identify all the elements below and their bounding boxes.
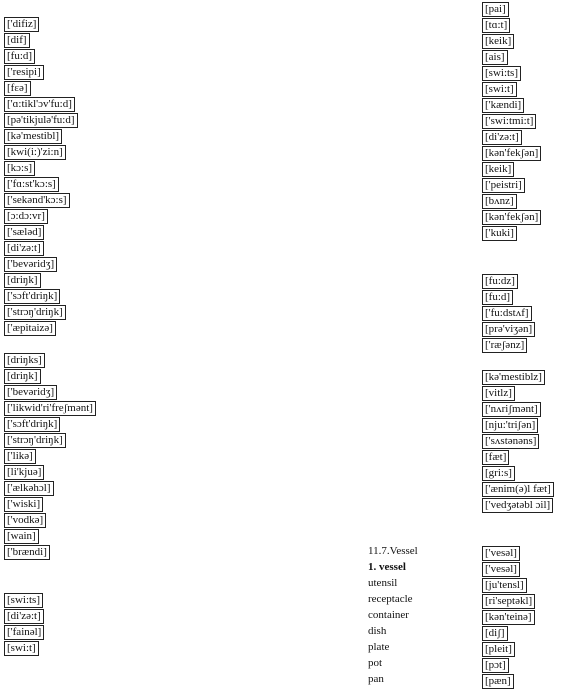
transcription-row xyxy=(482,225,554,241)
transcription-text: ['likə] xyxy=(4,449,36,464)
transcription-text: ['sʌstənəns] xyxy=(482,434,539,449)
transcription-text: [driŋk] xyxy=(4,369,41,384)
transcription-text: [keik] xyxy=(482,162,514,177)
transcription-text: ['vesəl] xyxy=(482,562,520,577)
transcription-row xyxy=(4,624,96,640)
transcription-row xyxy=(482,305,554,321)
transcription-text: ['strɔŋ'driŋk] xyxy=(4,305,66,320)
transcription-text: ['brændi] xyxy=(4,545,50,560)
transcription-row xyxy=(4,128,96,144)
vessel-term: utensil xyxy=(368,577,398,589)
transcription-text: ['vedʒətəbl ɔil] xyxy=(482,498,553,513)
transcription-row xyxy=(482,385,554,401)
transcription-row xyxy=(482,449,554,465)
transcription-text: [pə'tikjulə'fu:d] xyxy=(4,113,78,128)
transcription-row xyxy=(4,544,96,560)
transcription-text: [fu:dz] xyxy=(482,274,518,289)
transcription-row xyxy=(4,448,96,464)
transcription-text: ['sɔft'driŋk] xyxy=(4,417,60,432)
transcription-text: [swi:ts] xyxy=(4,593,43,608)
transcription-text: [di'zə:t] xyxy=(482,130,522,145)
transcription-text: [pleit] xyxy=(482,642,515,657)
section-heading: 11.7.Vessel xyxy=(368,545,418,557)
transcription-text: [fu:d] xyxy=(4,49,35,64)
transcription-row xyxy=(4,224,96,240)
transcription-row xyxy=(482,353,554,369)
transcription-row xyxy=(482,657,554,673)
transcription-text: [kə'mestiblz] xyxy=(482,370,545,385)
transcription-text: [fɛə] xyxy=(4,81,31,96)
transcription-text: [nju:'triʃən] xyxy=(482,418,538,433)
transcription-text: [kən'fekʃən] xyxy=(482,210,541,225)
transcription-text: ['bevəridʒ] xyxy=(4,385,57,400)
transcription-row xyxy=(482,561,554,577)
transcription-text: [li'kjuə] xyxy=(4,465,44,480)
transcription-row xyxy=(4,400,96,416)
transcription-row xyxy=(4,160,96,176)
transcription-row xyxy=(4,608,96,624)
transcription-text: [kwi(i:)'zi:n] xyxy=(4,145,66,160)
transcription-row xyxy=(482,417,554,433)
transcription-row xyxy=(4,640,96,656)
vessel-term: container xyxy=(368,609,409,621)
transcription-row xyxy=(4,480,96,496)
vessel-section xyxy=(368,543,418,685)
transcription-row xyxy=(482,177,554,193)
vessel-term: receptacle xyxy=(368,593,413,605)
vessel-term: dish xyxy=(368,625,387,637)
transcription-row xyxy=(482,433,554,449)
transcription-text: [fæt] xyxy=(482,450,509,465)
transcription-text: [fu:d] xyxy=(482,290,513,305)
transcription-text: [pæn] xyxy=(482,674,514,689)
transcription-text: [diʃ] xyxy=(482,626,508,641)
transcription-text: ['sɔft'driŋk] xyxy=(4,289,60,304)
transcription-text: ['kuki] xyxy=(482,226,517,241)
transcription-row xyxy=(482,273,554,289)
transcription-row xyxy=(482,257,554,273)
transcription-text: [keik] xyxy=(482,34,514,49)
transcription-row xyxy=(4,384,96,400)
transcription-text: ['nʌriʃmənt] xyxy=(482,402,541,417)
transcription-row xyxy=(482,545,554,561)
transcription-text: [swi:t] xyxy=(482,82,517,97)
transcription-row xyxy=(482,129,554,145)
transcription-text: ['peistri] xyxy=(482,178,525,193)
transcription-text: ['fainəl] xyxy=(4,625,44,640)
transcription-row xyxy=(482,481,554,497)
transcription-text: [kən'fekʃən] xyxy=(482,146,541,161)
transcription-row xyxy=(482,81,554,97)
transcription-row xyxy=(482,1,554,17)
transcription-row xyxy=(4,592,96,608)
transcription-text: ['resipi] xyxy=(4,65,44,80)
vessel-term: pot xyxy=(368,657,383,669)
transcription-row xyxy=(4,176,96,192)
transcription-text: [kə'mestibl] xyxy=(4,129,62,144)
transcription-row xyxy=(4,320,96,336)
transcription-text: [pɔt] xyxy=(482,658,509,673)
transcription-text: ['vesəl] xyxy=(482,546,520,561)
transcription-row xyxy=(482,97,554,113)
transcription-row xyxy=(482,17,554,33)
transcription-row xyxy=(482,497,554,513)
transcription-row xyxy=(4,272,96,288)
transcription-row xyxy=(4,512,96,528)
transcription-text: [dif] xyxy=(4,33,30,48)
left-transcription-column xyxy=(4,16,96,656)
transcription-row xyxy=(482,465,554,481)
transcription-row xyxy=(4,576,96,592)
transcription-row xyxy=(482,529,554,545)
transcription-text: [kɔ:s] xyxy=(4,161,35,176)
transcription-row xyxy=(4,240,96,256)
transcription-row xyxy=(4,80,96,96)
transcription-row xyxy=(482,513,554,529)
transcription-row xyxy=(4,560,96,576)
transcription-text: [driŋk] xyxy=(4,273,41,288)
transcription-row xyxy=(4,464,96,480)
transcription-row xyxy=(482,369,554,385)
transcription-text: [ri'septəkl] xyxy=(482,594,535,609)
transcription-row xyxy=(482,65,554,81)
transcription-row xyxy=(4,352,96,368)
transcription-text: ['bevəridʒ] xyxy=(4,257,57,272)
transcription-text: ['kændi] xyxy=(482,98,524,113)
transcription-row xyxy=(482,49,554,65)
transcription-row xyxy=(482,145,554,161)
transcription-text: [driŋks] xyxy=(4,353,45,368)
transcription-text: ['swi:tmi:t] xyxy=(482,114,536,129)
transcription-text: [ais] xyxy=(482,50,508,65)
transcription-row xyxy=(482,593,554,609)
transcription-text: [swi:t] xyxy=(4,641,39,656)
transcription-row xyxy=(482,401,554,417)
transcription-text: [kən'teinə] xyxy=(482,610,535,625)
transcription-text: ['wiski] xyxy=(4,497,43,512)
transcription-row xyxy=(4,304,96,320)
transcription-row xyxy=(482,673,554,689)
transcription-row xyxy=(4,256,96,272)
transcription-row xyxy=(4,528,96,544)
vessel-term: plate xyxy=(368,641,390,653)
transcription-text: ['sekənd'kɔ:s] xyxy=(4,193,70,208)
transcription-row xyxy=(482,113,554,129)
transcription-text: [prə'viʒən] xyxy=(482,322,535,337)
transcription-text: [gri:s] xyxy=(482,466,515,481)
transcription-text: [tɑ:t] xyxy=(482,18,510,33)
transcription-row xyxy=(482,193,554,209)
transcription-row xyxy=(482,625,554,641)
transcription-row xyxy=(4,16,96,32)
transcription-row xyxy=(4,192,96,208)
transcription-text: ['ræʃənz] xyxy=(482,338,527,353)
transcription-row xyxy=(4,368,96,384)
transcription-text: ['likwid'ri'freʃmənt] xyxy=(4,401,96,416)
transcription-text: ['strɔŋ'driŋk] xyxy=(4,433,66,448)
transcription-row xyxy=(482,161,554,177)
transcription-row xyxy=(482,641,554,657)
vessel-term-list xyxy=(368,559,418,685)
transcription-row xyxy=(4,96,96,112)
transcription-text: ['fɑ:st'kɔ:s] xyxy=(4,177,59,192)
transcription-text: [ɔ:dɔ:vr] xyxy=(4,209,48,224)
transcription-text: [di'zə:t] xyxy=(4,241,44,256)
transcription-row xyxy=(4,208,96,224)
right-transcription-column xyxy=(482,1,554,689)
vessel-term: pan xyxy=(368,673,384,685)
transcription-text: [vitlz] xyxy=(482,386,515,401)
transcription-row xyxy=(482,209,554,225)
transcription-text: ['fu:dstʌf] xyxy=(482,306,532,321)
transcription-row xyxy=(482,337,554,353)
transcription-row xyxy=(482,321,554,337)
transcription-text: [di'zə:t] xyxy=(4,609,44,624)
transcription-text: [pai] xyxy=(482,2,509,17)
transcription-row xyxy=(482,289,554,305)
transcription-text: ['vodkə] xyxy=(4,513,46,528)
transcription-text: ['æpitaizə] xyxy=(4,321,56,336)
transcription-row xyxy=(4,432,96,448)
transcription-text: ['ænim(ə)l fæt] xyxy=(482,482,554,497)
transcription-row xyxy=(482,577,554,593)
transcription-text: [bʌnz] xyxy=(482,194,517,209)
transcription-row xyxy=(4,496,96,512)
transcription-text: [ju'tensl] xyxy=(482,578,527,593)
transcription-row xyxy=(482,33,554,49)
transcription-row xyxy=(4,32,96,48)
transcription-row xyxy=(4,416,96,432)
transcription-row xyxy=(4,288,96,304)
transcription-row xyxy=(4,112,96,128)
transcription-row xyxy=(4,144,96,160)
transcription-row xyxy=(4,48,96,64)
transcription-text: ['sæləd] xyxy=(4,225,44,240)
transcription-text: ['ælkəhɔl] xyxy=(4,481,54,496)
transcription-row xyxy=(4,336,96,352)
transcription-row xyxy=(482,241,554,257)
transcription-text: [swi:ts] xyxy=(482,66,521,81)
transcription-text: [wain] xyxy=(4,529,39,544)
vessel-term: 1. vessel xyxy=(368,561,406,573)
transcription-text: ['ɑ:tikl'ɔv'fu:d] xyxy=(4,97,75,112)
transcription-row xyxy=(482,609,554,625)
transcription-row xyxy=(4,64,96,80)
transcription-text: ['difiz] xyxy=(4,17,39,32)
